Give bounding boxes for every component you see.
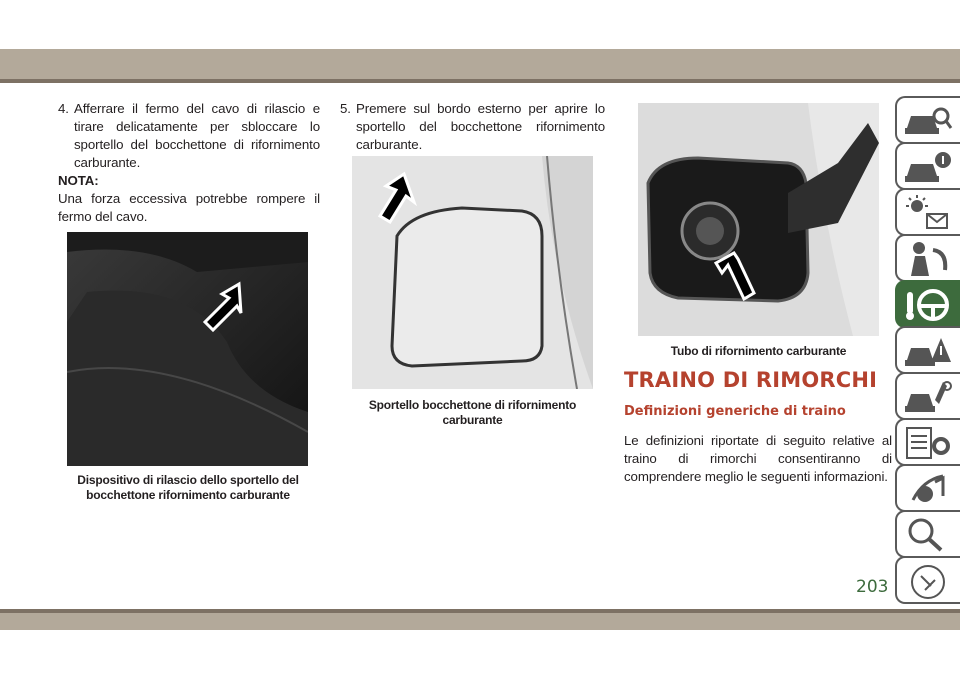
specifications-icon — [903, 424, 953, 462]
step-4 — [58, 100, 320, 172]
tab-alphabetical-index[interactable] — [895, 556, 960, 604]
step-4-number: 4. — [58, 101, 69, 116]
emergency-icon — [903, 332, 953, 370]
warning-lights-icon — [903, 194, 953, 232]
header-band — [0, 49, 960, 79]
footer-band — [0, 613, 960, 630]
tab-starting-driving[interactable] — [895, 280, 960, 328]
header-rule — [0, 79, 960, 83]
subsection-title: Definizioni generiche di traino — [624, 404, 846, 419]
step-5 — [340, 100, 605, 154]
tab-emergency[interactable] — [895, 326, 960, 374]
car-info-icon — [903, 148, 953, 186]
filler-tube-photo — [638, 103, 879, 336]
page-number: 203 — [856, 577, 889, 597]
section-title: TRAINO DI RIMORCHI — [624, 368, 878, 392]
step-5-number: 5. — [340, 101, 351, 116]
right-caption: Tubo di rifornimento carburante — [670, 344, 847, 358]
step-5-text: Premere sul bordo esterno per aprire lo sportello del bocchettone rifornimento carburante. — [356, 101, 605, 152]
fuel-door-photo — [352, 156, 593, 389]
middle-caption: Sportello bocchettone di rifornimento carburante — [368, 398, 577, 427]
alphabetical-index-icon — [903, 562, 953, 600]
tab-servicing[interactable] — [895, 372, 960, 420]
car-search-icon — [903, 102, 953, 140]
tab-warning-lights[interactable] — [895, 188, 960, 236]
note-title: NOTA: — [58, 173, 99, 188]
index-search-icon — [903, 516, 953, 554]
tab-specifications[interactable] — [895, 418, 960, 466]
body-text: Le definizioni riportate di seguito relative al traino di rimorchi consentiranno di comprendere meglio le seguenti informazioni. — [624, 433, 892, 484]
note-text: Una forza eccessiva potrebbe rompere il fermo del cavo. — [58, 191, 320, 224]
right-body — [624, 432, 892, 486]
tab-car-search[interactable] — [895, 96, 960, 144]
servicing-icon — [903, 378, 953, 416]
safety-airbag-icon — [903, 240, 953, 278]
tab-multimedia[interactable] — [895, 464, 960, 512]
step-4-text: Afferrare il fermo del cavo di rilascio e tirare delicatamente per sbloccare lo sportello del bocchettone di rifornimento carburante. — [74, 101, 320, 170]
tab-index-search[interactable] — [895, 510, 960, 558]
release-cable-photo — [67, 232, 308, 466]
left-caption: Dispositivo di rilascio dello sportello del bocchettone rifornimento carburante — [77, 473, 299, 502]
left-column — [58, 100, 320, 226]
middle-column — [340, 100, 605, 154]
multimedia-icon — [903, 470, 953, 508]
tab-safety[interactable] — [895, 234, 960, 282]
tab-car-info[interactable] — [895, 142, 960, 190]
starting-driving-icon — [903, 286, 953, 324]
